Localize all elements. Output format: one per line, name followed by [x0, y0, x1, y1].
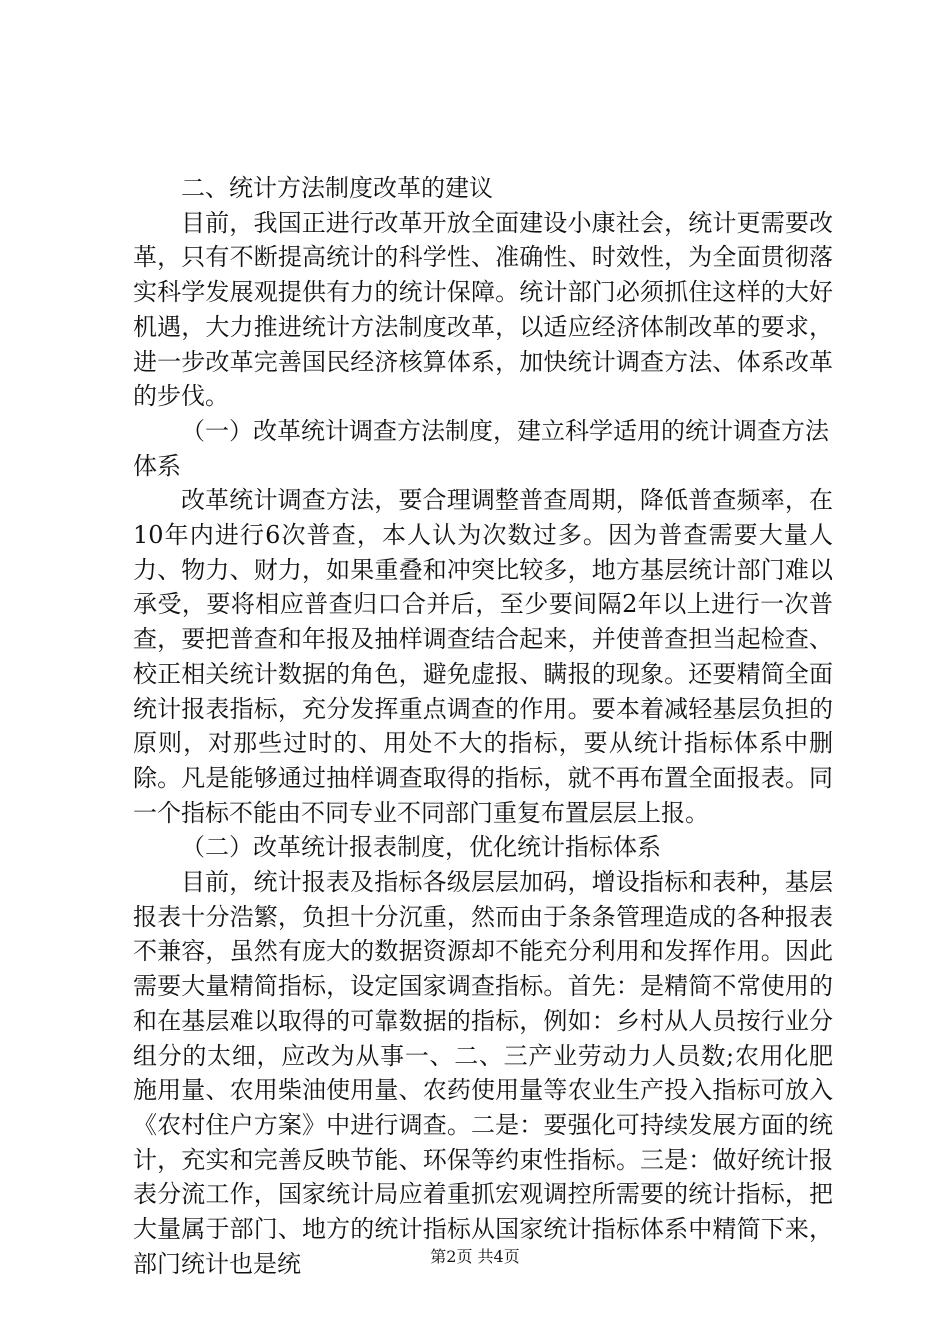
subsection-1-paragraph: 改革统计调查方法，要合理调整普查周期，降低普查频率，在10年内进行6次普查，本人认为次数过多。因为普查需要大量人力、物力、财力，如果重叠和冲突比较多，地方基层统计部门难以承受，要将相应普查归口合并后，至少要间隔2年以上进行一次普查，要把普查和年报及抽样调查结合起来，并使普查担当起检查、校正相关统计数据的角色，避免虚报、瞒报的现象。还要精简全面统计报表指标，充分发挥重点调查的作用。要本着减轻基层负担的原则，对那些过时的、用处不大的指标，要从统计指标体系中删除。凡是能够通过抽样调查取得的指标，就不再布置全面报表。同一个指标不能由不同专业不同部门重复布置层层上报。 [133, 486, 833, 827]
subsection-1-title: （一）改革统计调查方法制度，建立科学适用的统计调查方法体系 [133, 416, 829, 480]
subsection-2-title: （二）改革统计报表制度，优化统计指标体系 [181, 833, 661, 862]
subsection-2-paragraph: 目前，统计报表及指标各级层层加码，增设指标和表种，基层报表十分浩繁，负担十分沉重，然而由于条条管理造成的各种报表不兼容，虽然有庞大的数据资源却不能充分利用和发挥作用。因此需要大量精简指标，设定国家调查指标。首先：是精简不常使用的和在基层难以取得的可靠数据的指标，例如：乡村从人员按行业分组分的太细，应改为从事一、二、三产业劳动力人员数;农用化肥施用量、农用柴油使用量、农药使用量等农业生产投入指标可放入《农村住户方案》中进行调查。二是：要强化可持续发展方面的统计，充实和完善反映节能、环保等约束性指标。三是：做好统计报表分流工作，国家统计局应着重抓宏观调控所需要的统计指标，把大量属于部门、地方的统计指标从国家统计指标体系中精简下来，部门统计也是统 [133, 868, 833, 1278]
document-body [133, 171, 833, 1282]
page-number: 第2页 共4页 [430, 1247, 520, 1266]
page-footer [0, 1244, 950, 1267]
section-title: 二、统计方法制度改革的建议 [181, 174, 493, 202]
intro-paragraph: 目前，我国正进行改革开放全面建设小康社会，统计更需要改革，只有不断提高统计的科学性、准确性、时效性，为全面贯彻落实科学发展观提供有力的统计保障。统计部门必须抓住这样的大好机遇，大力推进统计方法制度改革，以适应经济体制改革的要求，进一步改革完善国民经济核算体系，加快统计调查方法、体系改革的步伐。 [133, 208, 833, 411]
